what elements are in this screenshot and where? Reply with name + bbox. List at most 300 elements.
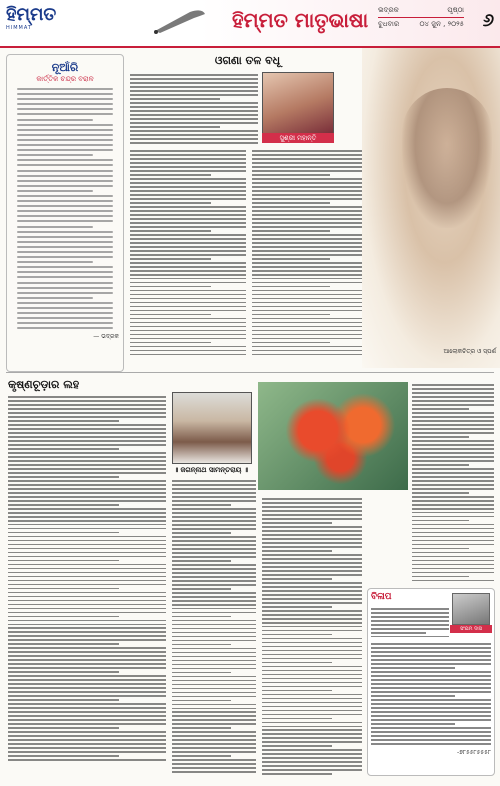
text-line	[262, 737, 362, 739]
text-line	[172, 648, 256, 650]
text-line	[371, 612, 449, 614]
text-line	[412, 400, 494, 402]
text-line	[371, 608, 449, 610]
text-line	[17, 129, 113, 131]
logo	[6, 4, 76, 40]
text-line	[262, 761, 362, 763]
flower-photo	[258, 382, 408, 490]
text-line	[252, 154, 364, 156]
text-line	[17, 276, 113, 278]
text-line	[8, 600, 166, 602]
text-line	[8, 739, 166, 741]
text-line	[412, 404, 494, 406]
article2-text-col3	[262, 496, 362, 777]
text-line	[371, 659, 491, 661]
text-line	[130, 254, 246, 256]
text-line	[252, 234, 364, 236]
text-line	[172, 656, 256, 658]
text-line	[172, 680, 256, 682]
text-line	[412, 520, 469, 522]
text-line	[130, 238, 246, 240]
text-line	[17, 251, 113, 253]
text-line	[252, 342, 330, 344]
text-line	[17, 159, 113, 161]
article2-text-col1	[8, 394, 166, 763]
text-line	[262, 666, 362, 668]
text-line	[252, 270, 364, 272]
text-line	[412, 432, 494, 434]
text-line	[172, 584, 256, 586]
text-line	[172, 568, 256, 570]
text-line	[371, 663, 491, 665]
text-line	[8, 635, 166, 637]
text-line	[412, 576, 469, 578]
text-line	[412, 500, 494, 502]
text-line	[8, 612, 166, 614]
text-line	[8, 544, 166, 546]
text-line	[8, 663, 166, 665]
text-line	[8, 731, 166, 733]
text-line	[412, 488, 494, 490]
text-line	[262, 602, 362, 604]
text-line	[130, 270, 246, 272]
text-line	[262, 714, 362, 716]
text-line	[252, 250, 364, 252]
text-line	[130, 294, 246, 296]
text-line	[130, 338, 246, 340]
text-line	[252, 318, 364, 320]
text-line	[252, 170, 364, 172]
text-line	[371, 620, 449, 622]
text-line	[8, 747, 166, 749]
text-line	[412, 544, 494, 546]
text-line	[172, 735, 256, 737]
text-line	[252, 294, 364, 296]
text-line	[252, 346, 364, 348]
story-text-col1-top	[130, 72, 258, 146]
text-line	[8, 568, 166, 570]
text-line	[17, 88, 113, 90]
text-line	[130, 170, 246, 172]
text-line	[8, 588, 119, 590]
text-line	[172, 608, 256, 610]
text-line	[17, 322, 113, 324]
text-line	[172, 628, 256, 630]
logo-text: ହିମ୍ମତ	[6, 4, 57, 25]
logo-subtext: HIMMAT	[6, 25, 32, 31]
text-line	[8, 476, 119, 478]
text-line	[17, 190, 93, 192]
text-line	[412, 540, 494, 542]
text-line	[172, 592, 256, 594]
text-line	[262, 542, 362, 544]
text-line	[130, 150, 246, 152]
text-line	[252, 330, 364, 332]
text-line	[17, 231, 113, 233]
text-line	[172, 739, 256, 741]
text-line	[252, 222, 364, 224]
text-line	[130, 114, 258, 116]
text-line	[17, 256, 113, 258]
text-line	[172, 488, 256, 490]
text-line	[130, 190, 246, 192]
text-line	[130, 206, 246, 208]
text-line	[371, 731, 491, 733]
text-line	[130, 162, 246, 164]
text-line	[8, 667, 166, 669]
text-line	[252, 314, 330, 316]
text-line	[262, 670, 362, 672]
text-line	[172, 719, 256, 721]
text-line	[8, 492, 166, 494]
text-line	[8, 484, 166, 486]
text-line	[172, 620, 256, 622]
text-line	[8, 448, 119, 450]
text-line	[252, 246, 364, 248]
text-line	[262, 686, 362, 688]
text-line	[371, 632, 426, 634]
text-line	[412, 572, 494, 574]
text-line	[262, 618, 362, 620]
text-line	[252, 278, 364, 280]
quill-pen-icon	[150, 6, 210, 36]
text-line	[172, 759, 256, 761]
text-line	[17, 226, 93, 228]
text-line	[8, 520, 166, 522]
text-line	[17, 220, 113, 222]
text-line	[8, 504, 119, 506]
text-line	[172, 704, 256, 706]
text-line	[412, 388, 494, 390]
text-line	[262, 514, 362, 516]
text-line	[172, 604, 256, 606]
text-line	[262, 650, 362, 652]
text-line	[262, 586, 362, 588]
text-line	[262, 690, 332, 692]
text-line	[130, 242, 246, 244]
text-line	[252, 166, 364, 168]
text-line	[262, 554, 362, 556]
text-line	[8, 540, 166, 542]
text-line	[262, 646, 362, 648]
text-line	[172, 588, 231, 590]
text-line	[17, 144, 113, 146]
text-line	[172, 700, 231, 702]
text-line	[17, 327, 113, 329]
text-line	[8, 444, 166, 446]
text-line	[130, 298, 246, 300]
text-line	[8, 679, 166, 681]
text-line	[262, 773, 332, 775]
text-line	[172, 715, 256, 717]
text-line	[412, 456, 494, 458]
text-line	[17, 241, 113, 243]
text-line	[262, 502, 362, 504]
text-line	[130, 318, 246, 320]
text-line	[8, 428, 166, 430]
text-line	[17, 195, 113, 197]
text-line	[17, 287, 113, 289]
text-line	[8, 711, 166, 713]
text-line	[8, 727, 119, 729]
text-line	[252, 254, 364, 256]
text-line	[262, 594, 362, 596]
text-line	[172, 528, 256, 530]
text-line	[130, 86, 258, 88]
masthead	[0, 0, 500, 48]
text-line	[8, 699, 119, 701]
text-line	[8, 524, 166, 526]
poem-signature: — ଭଦ୍ରକ	[93, 333, 119, 341]
text-line	[17, 139, 113, 141]
text-line	[8, 631, 166, 633]
text-line	[130, 226, 246, 228]
text-line	[172, 644, 231, 646]
text-line	[412, 396, 494, 398]
text-line	[17, 134, 113, 136]
illustration-woman	[362, 48, 500, 368]
text-line	[8, 659, 166, 661]
text-line	[8, 436, 166, 438]
text-line	[262, 614, 362, 616]
text-line	[17, 175, 113, 177]
text-line	[412, 552, 494, 554]
author-photo-2	[172, 392, 252, 464]
text-line	[371, 695, 455, 697]
text-line	[252, 218, 364, 220]
poem-title: ନୂଆଁରି	[51, 61, 79, 74]
text-line	[8, 671, 119, 673]
text-line	[172, 684, 256, 686]
story-text-col1	[130, 148, 246, 358]
text-line	[252, 310, 364, 312]
text-line	[17, 170, 113, 172]
text-line	[252, 262, 364, 264]
text-line	[262, 718, 332, 720]
text-line	[172, 612, 256, 614]
article2-text-col4	[412, 382, 494, 584]
text-line	[412, 560, 494, 562]
text-line	[8, 580, 166, 582]
text-line	[8, 468, 166, 470]
text-line	[412, 384, 494, 386]
text-line	[8, 528, 166, 530]
text-line	[262, 765, 362, 767]
text-line	[172, 500, 256, 502]
text-line	[8, 651, 166, 653]
text-line	[262, 574, 362, 576]
text-line	[252, 274, 364, 276]
text-line	[8, 624, 166, 626]
text-line	[262, 745, 332, 747]
place-label: ଭଦ୍ରକ	[378, 6, 399, 14]
text-line	[252, 334, 364, 336]
text-line	[130, 110, 258, 112]
text-line	[252, 190, 364, 192]
text-line	[412, 484, 494, 486]
text-line	[130, 194, 246, 196]
text-line	[130, 218, 246, 220]
text-line	[172, 676, 256, 678]
text-line	[8, 536, 166, 538]
text-line	[172, 624, 256, 626]
text-line	[412, 516, 494, 518]
text-line	[252, 162, 364, 164]
text-line	[371, 703, 491, 705]
text-line	[262, 733, 362, 735]
text-line	[8, 516, 166, 518]
text-line	[8, 424, 166, 426]
text-line	[172, 688, 256, 690]
text-line	[8, 759, 166, 761]
text-line	[172, 723, 256, 725]
text-line	[172, 743, 256, 745]
text-line	[262, 749, 362, 751]
text-line	[8, 552, 166, 554]
text-line	[412, 536, 494, 538]
text-line	[17, 154, 93, 156]
text-line	[252, 350, 364, 352]
text-line	[172, 564, 256, 566]
text-line	[172, 540, 256, 542]
text-line	[262, 590, 362, 592]
text-line	[252, 174, 330, 176]
text-line	[412, 436, 469, 438]
text-line	[262, 706, 362, 708]
text-line	[8, 512, 166, 514]
text-line	[172, 492, 256, 494]
text-line	[130, 118, 258, 120]
text-line	[172, 516, 256, 518]
text-line	[371, 691, 491, 693]
story-title: ଓଗଣା ତଳ ବଧୂ	[214, 54, 281, 67]
text-line	[130, 278, 246, 280]
text-line	[172, 496, 256, 498]
text-line	[8, 627, 166, 629]
text-line	[17, 200, 113, 202]
text-line	[252, 238, 364, 240]
text-line	[130, 174, 211, 176]
text-line	[130, 286, 211, 288]
text-line	[130, 326, 246, 328]
date-label: ୦୪ ଜୁନ , ୨୦୨୫	[419, 20, 464, 28]
text-line	[172, 532, 231, 534]
text-line	[8, 464, 166, 466]
text-line	[412, 408, 469, 410]
text-line	[262, 769, 362, 771]
text-line	[412, 412, 494, 414]
text-line	[262, 598, 362, 600]
text-line	[262, 498, 362, 500]
text-line	[371, 743, 491, 745]
text-line	[17, 312, 113, 314]
text-line	[252, 302, 364, 304]
text-line	[252, 298, 364, 300]
text-line	[17, 108, 113, 110]
text-line	[371, 707, 491, 709]
text-line	[412, 524, 494, 526]
text-line	[252, 202, 330, 204]
text-line	[172, 708, 256, 710]
text-line	[172, 600, 256, 602]
text-line	[8, 715, 166, 717]
text-line	[172, 552, 256, 554]
text-line	[172, 692, 256, 694]
text-line	[412, 564, 494, 566]
text-line	[8, 723, 166, 725]
text-line	[130, 310, 246, 312]
text-line	[262, 622, 362, 624]
text-line	[8, 655, 166, 657]
text-line	[130, 122, 258, 124]
text-line	[262, 638, 362, 640]
text-line	[17, 271, 113, 273]
text-line	[172, 544, 256, 546]
text-line	[130, 102, 258, 104]
text-line	[8, 432, 166, 434]
text-line	[252, 198, 364, 200]
text-line	[412, 504, 494, 506]
text-line	[412, 452, 494, 454]
text-line	[172, 771, 256, 773]
text-line	[172, 580, 256, 582]
text-line	[130, 230, 211, 232]
text-line	[252, 194, 364, 196]
text-line	[371, 675, 491, 677]
article2-title: କୃଷ୍ଣଚୂଡ଼ାର ଲହ	[8, 378, 80, 391]
text-line	[130, 142, 258, 144]
text-line	[371, 719, 491, 721]
text-line	[172, 727, 231, 729]
text-line	[130, 274, 246, 276]
text-line	[17, 119, 93, 121]
text-line	[130, 290, 246, 292]
text-line	[172, 508, 256, 510]
text-line	[252, 178, 364, 180]
text-line	[262, 538, 362, 540]
text-line	[130, 350, 246, 352]
poem-box-left	[6, 54, 124, 372]
text-line	[262, 530, 362, 532]
text-line	[8, 420, 119, 422]
text-line	[412, 460, 494, 462]
text-line	[172, 636, 256, 638]
text-line	[262, 698, 362, 700]
text-line	[8, 703, 166, 705]
text-line	[8, 396, 166, 398]
text-line	[172, 596, 256, 598]
text-line	[130, 166, 246, 168]
issue-meta	[378, 6, 494, 29]
text-line	[412, 476, 494, 478]
poem-text	[11, 88, 119, 329]
text-line	[371, 624, 449, 626]
text-line	[17, 297, 93, 299]
text-line	[8, 643, 119, 645]
text-line	[252, 326, 364, 328]
text-line	[262, 634, 332, 636]
text-line	[8, 707, 166, 709]
text-line	[130, 334, 246, 336]
text-line	[17, 266, 113, 268]
text-line	[412, 512, 494, 514]
text-line	[8, 620, 166, 622]
text-line	[130, 342, 211, 344]
text-line	[252, 286, 330, 288]
illustration-caption: ଆଲୋକଚିତ୍ର ଓ ସ୍ପର୍ଶ	[443, 348, 496, 355]
text-line	[262, 654, 362, 656]
text-line	[8, 452, 166, 454]
